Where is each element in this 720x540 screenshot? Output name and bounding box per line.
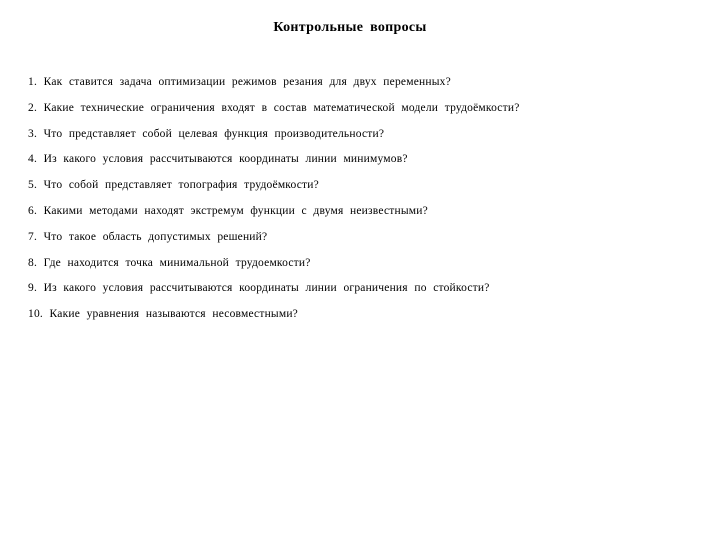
question-item-9: 9. Из какого условия рассчитываются координаты линии ограничения по стойкости? [28,282,490,295]
question-item-5: 5. Что собой представляет топография трудоёмкости? [28,179,319,192]
questions-list [28,70,520,328]
question-item-7: 7. Что такое область допустимых решений? [28,230,268,243]
document-title: Контрольные вопросы [273,20,427,35]
question-item-4: 4. Из какого условия рассчитываются координаты линии минимумов? [28,153,408,166]
question-item-3: 3. Что представляет собой целевая функция производительности? [28,127,385,140]
question-item-10: 10. Какие уравнения называются несовместными? [28,308,298,321]
question-item-6: 6. Какими методами находят экстремум функции с двумя неизвестными? [28,204,428,217]
question-item-2: 2. Какие технические ограничения входят в состав математической модели трудоёмкости? [28,101,520,114]
question-item-8: 8. Где находится точка минимальной трудоемкости? [28,256,311,269]
question-item-1: 1. Как ставится задача оптимизации режимов резания для двух переменных? [28,76,451,88]
